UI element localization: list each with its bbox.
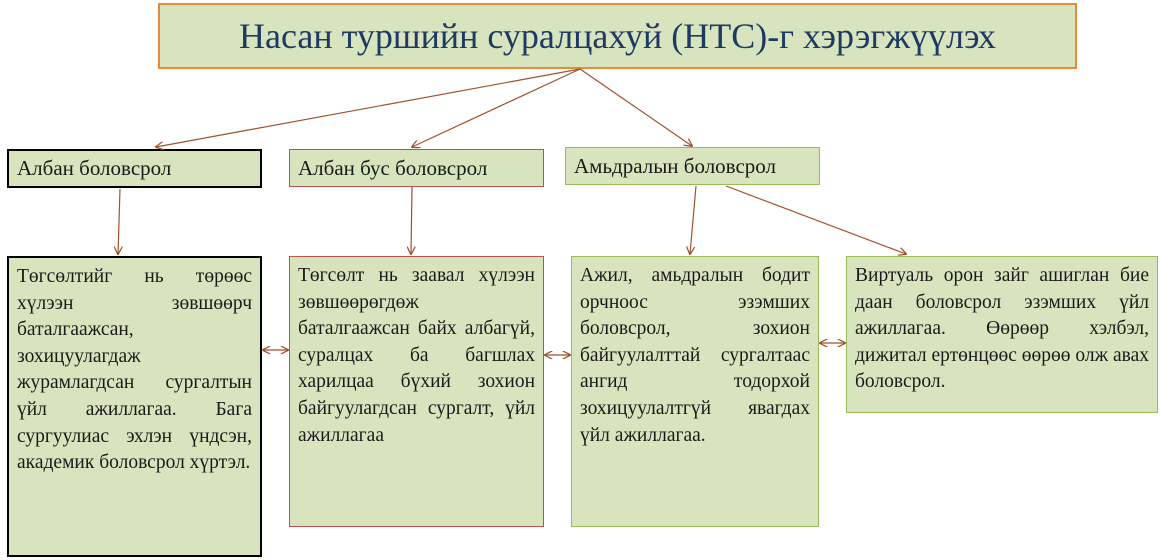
category-formal-education — [7, 149, 262, 188]
arrow-nonformal-to-desc — [411, 187, 412, 254]
description-formal-education: Төгсөлтийг нь төрөөс хүлээн зөвшөөрч баталгаажсан, зохицуулагдаж журамлагдсан сургалтын үйл ажиллагаа. Бага сургуулиас эхлэн үндсэн, академик боловсрол хүртэл. — [7, 256, 262, 557]
arrow-life-to-desc — [690, 186, 696, 254]
description-life-education: Ажил, амьдралын бодит орчноос эзэмших боловсрол, зохион байгуулалттай сургалтаас ангид тодорхой зохицуулалтгүй явагдах үйл ажиллагаа. — [571, 256, 819, 527]
arrow-title-to-formal — [156, 69, 580, 147]
category-formal-label: Албан боловсрол — [17, 156, 172, 180]
main-title-box — [158, 3, 1077, 69]
arrow-title-to-nonformal — [412, 69, 580, 147]
arrow-title-to-life — [580, 69, 692, 146]
description-nonformal-education: Төгсөлт нь заавал хүлээн зөвшөөрөгдөж баталгаажсан байх албагүй, суралцах ба багшлах харилцаа бүхий зохион байгуулагдсан сургалт, үйл ажиллагаа — [289, 256, 544, 527]
category-life-label: Амьдралын боловсрол — [574, 153, 777, 178]
main-title: Насан туршийн суралцахуй (НТС)-г хэрэгжүүлэх — [238, 16, 997, 56]
arrow-formal-to-desc — [118, 189, 120, 254]
category-nonformal-label: Албан бус боловсрол — [298, 155, 488, 180]
category-life-education — [565, 147, 820, 185]
arrow-life-to-virtual — [726, 186, 906, 254]
description-virtual-education: Виртуаль орон зайг ашиглан бие даан боловсрол эзэмших үйл ажиллагаа. Өөрөөр хэлбэл, дижитал ертөнцөөс өөрөө олж авах боловсрол. — [846, 256, 1158, 413]
category-nonformal-education — [289, 149, 544, 187]
